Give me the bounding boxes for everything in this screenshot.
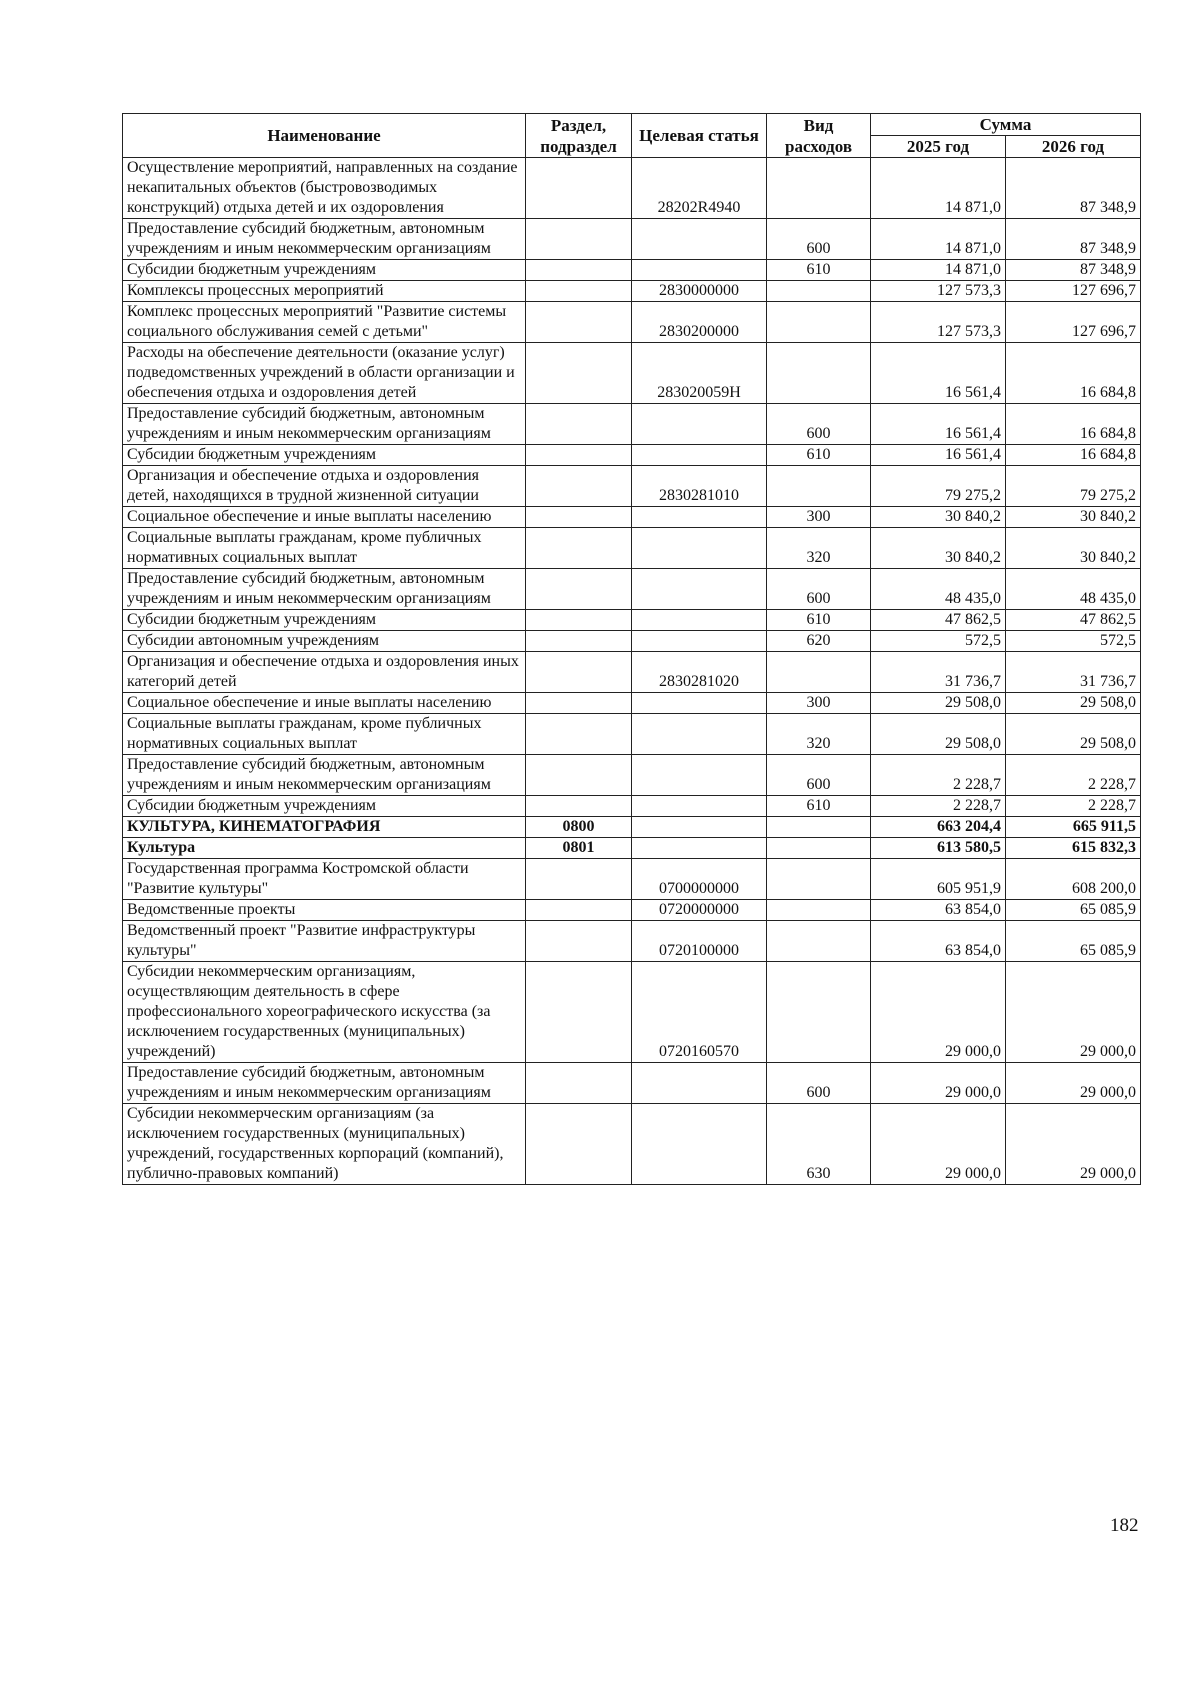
table-row [123,260,1141,281]
cell-sum-2026: 16 684,8 [1006,343,1141,404]
cell-sum-2025: 31 736,7 [871,652,1006,693]
cell-section [526,859,632,900]
cell-expense-type: 300 [767,693,871,714]
cell-sum-2025: 29 508,0 [871,714,1006,755]
table-row [123,631,1141,652]
cell-target: 2830281010 [632,466,767,507]
cell-expense-type: 600 [767,219,871,260]
cell-section [526,343,632,404]
cell-sum-2026: 87 348,9 [1006,158,1141,219]
table-row [123,755,1141,796]
table-row [123,610,1141,631]
header-expense-type: Вид расходов [767,114,871,158]
cell-name: Расходы на обеспечение деятельности (оказание услуг) подведомственных учреждений в области организации и обеспечения отдыха и оздоровления детей [123,343,526,404]
table-row [123,838,1141,859]
cell-name: Предоставление субсидий бюджетным, автономным учреждениям и иным некоммерческим организациям [123,1063,526,1104]
cell-sum-2026: 65 085,9 [1006,921,1141,962]
cell-target: 28202R4940 [632,158,767,219]
cell-name: Ведомственный проект "Развитие инфраструктуры культуры" [123,921,526,962]
cell-sum-2026: 2 228,7 [1006,796,1141,817]
cell-target [632,569,767,610]
cell-sum-2025: 613 580,5 [871,838,1006,859]
cell-section: 0800 [526,817,632,838]
table-row [123,714,1141,755]
header-year-2025: 2025 год [871,136,1006,158]
table-row [123,859,1141,900]
cell-target: 2830281020 [632,652,767,693]
cell-expense-type [767,921,871,962]
cell-target [632,219,767,260]
cell-section [526,466,632,507]
table-row [123,404,1141,445]
cell-name: Социальное обеспечение и иные выплаты населению [123,693,526,714]
cell-expense-type [767,302,871,343]
cell-target [632,796,767,817]
cell-sum-2025: 29 000,0 [871,962,1006,1063]
cell-section [526,714,632,755]
cell-section [526,610,632,631]
table-row [123,900,1141,921]
cell-section [526,404,632,445]
table-row [123,796,1141,817]
cell-sum-2025: 30 840,2 [871,528,1006,569]
page-number: 182 [1110,1515,1139,1536]
cell-sum-2026: 29 508,0 [1006,714,1141,755]
cell-expense-type [767,900,871,921]
cell-name: Предоставление субсидий бюджетным, автономным учреждениям и иным некоммерческим организациям [123,755,526,796]
cell-sum-2026: 30 840,2 [1006,528,1141,569]
cell-sum-2025: 30 840,2 [871,507,1006,528]
cell-name: Культура [123,838,526,859]
cell-section [526,260,632,281]
cell-target [632,260,767,281]
cell-sum-2026: 87 348,9 [1006,219,1141,260]
cell-sum-2025: 63 854,0 [871,900,1006,921]
cell-expense-type [767,466,871,507]
cell-sum-2026: 47 862,5 [1006,610,1141,631]
table-row [123,817,1141,838]
cell-sum-2025: 605 951,9 [871,859,1006,900]
cell-sum-2025: 16 561,4 [871,343,1006,404]
cell-sum-2026: 127 696,7 [1006,302,1141,343]
cell-sum-2026: 65 085,9 [1006,900,1141,921]
cell-name: Организация и обеспечение отдыха и оздоровления иных категорий детей [123,652,526,693]
cell-name: Социальное обеспечение и иные выплаты населению [123,507,526,528]
cell-sum-2026: 608 200,0 [1006,859,1141,900]
cell-section [526,302,632,343]
table-row [123,1063,1141,1104]
cell-section: 0801 [526,838,632,859]
cell-expense-type: 320 [767,714,871,755]
cell-name: Предоставление субсидий бюджетным, автономным учреждениям и иным некоммерческим организациям [123,404,526,445]
table-row [123,693,1141,714]
cell-expense-type [767,859,871,900]
cell-section [526,693,632,714]
table-row [123,921,1141,962]
cell-expense-type [767,838,871,859]
cell-expense-type [767,281,871,302]
cell-target [632,507,767,528]
header-target: Целевая статья [632,114,767,158]
cell-name: Субсидии бюджетным учреждениям [123,796,526,817]
cell-sum-2026: 29 508,0 [1006,693,1141,714]
cell-sum-2025: 127 573,3 [871,281,1006,302]
budget-table [122,113,1141,1185]
table-header [123,114,1141,158]
table-row [123,569,1141,610]
cell-sum-2025: 2 228,7 [871,796,1006,817]
cell-sum-2025: 127 573,3 [871,302,1006,343]
cell-target [632,693,767,714]
cell-sum-2025: 14 871,0 [871,219,1006,260]
cell-name: Социальные выплаты гражданам, кроме публичных нормативных социальных выплат [123,714,526,755]
cell-expense-type [767,962,871,1063]
table-body [123,158,1141,1185]
cell-sum-2025: 29 000,0 [871,1063,1006,1104]
cell-target [632,528,767,569]
cell-expense-type: 320 [767,528,871,569]
cell-section [526,962,632,1063]
cell-sum-2026: 79 275,2 [1006,466,1141,507]
cell-name: Осуществление мероприятий, направленных на создание некапитальных объектов (быстровозводимых конструкций) отдыха детей и их оздоровления [123,158,526,219]
header-sum: Сумма [871,114,1141,136]
cell-expense-type: 620 [767,631,871,652]
cell-target: 283020059Н [632,343,767,404]
table-row [123,528,1141,569]
cell-name: Субсидии некоммерческим организациям (за исключением государственных (муниципальных) учреждений, государственных корпораций (компаний), публично-правовых компаний) [123,1104,526,1185]
cell-sum-2026: 29 000,0 [1006,962,1141,1063]
cell-target: 2830200000 [632,302,767,343]
cell-section [526,1104,632,1185]
cell-target [632,404,767,445]
cell-sum-2026: 29 000,0 [1006,1104,1141,1185]
cell-sum-2025: 663 204,4 [871,817,1006,838]
cell-target: 0720100000 [632,921,767,962]
cell-sum-2025: 79 275,2 [871,466,1006,507]
cell-sum-2026: 572,5 [1006,631,1141,652]
cell-section [526,1063,632,1104]
cell-expense-type [767,817,871,838]
cell-name: Комплексы процессных мероприятий [123,281,526,302]
cell-sum-2026: 127 696,7 [1006,281,1141,302]
cell-target [632,817,767,838]
cell-expense-type: 600 [767,755,871,796]
cell-section [526,796,632,817]
table-row [123,507,1141,528]
cell-target [632,1063,767,1104]
cell-sum-2026: 29 000,0 [1006,1063,1141,1104]
table-row [123,652,1141,693]
cell-name: Комплекс процессных мероприятий "Развитие системы социального обслуживания семей с детьми" [123,302,526,343]
header-name: Наименование [123,114,526,158]
cell-name: Государственная программа Костромской области "Развитие культуры" [123,859,526,900]
cell-section [526,219,632,260]
cell-sum-2026: 665 911,5 [1006,817,1141,838]
cell-name: КУЛЬТУРА, КИНЕМАТОГРАФИЯ [123,817,526,838]
cell-sum-2025: 29 000,0 [871,1104,1006,1185]
cell-target: 2830000000 [632,281,767,302]
table-row [123,466,1141,507]
cell-sum-2025: 48 435,0 [871,569,1006,610]
cell-section [526,755,632,796]
cell-target [632,631,767,652]
cell-sum-2025: 14 871,0 [871,158,1006,219]
table-row [123,158,1141,219]
cell-sum-2025: 16 561,4 [871,404,1006,445]
cell-sum-2026: 2 228,7 [1006,755,1141,796]
cell-sum-2025: 16 561,4 [871,445,1006,466]
table-row [123,219,1141,260]
header-section: Раздел, подраздел [526,114,632,158]
table-row [123,445,1141,466]
cell-section [526,921,632,962]
cell-target [632,445,767,466]
table-row [123,343,1141,404]
cell-expense-type: 630 [767,1104,871,1185]
cell-expense-type: 600 [767,404,871,445]
cell-expense-type: 610 [767,796,871,817]
cell-target: 0720000000 [632,900,767,921]
cell-target [632,610,767,631]
cell-section [526,507,632,528]
cell-sum-2026: 48 435,0 [1006,569,1141,610]
cell-sum-2025: 63 854,0 [871,921,1006,962]
cell-section [526,631,632,652]
cell-name: Субсидии бюджетным учреждениям [123,445,526,466]
cell-sum-2026: 16 684,8 [1006,404,1141,445]
cell-name: Организация и обеспечение отдыха и оздоровления детей, находящихся в трудной жизненной ситуации [123,466,526,507]
cell-section [526,281,632,302]
cell-target: 0700000000 [632,859,767,900]
cell-sum-2025: 47 862,5 [871,610,1006,631]
cell-expense-type [767,652,871,693]
cell-expense-type: 600 [767,1063,871,1104]
cell-expense-type: 610 [767,445,871,466]
cell-section [526,528,632,569]
cell-target [632,1104,767,1185]
table-row [123,962,1141,1063]
cell-sum-2025: 2 228,7 [871,755,1006,796]
cell-expense-type: 600 [767,569,871,610]
cell-section [526,569,632,610]
header-year-2026: 2026 год [1006,136,1141,158]
cell-expense-type: 300 [767,507,871,528]
cell-target [632,838,767,859]
cell-name: Субсидии бюджетным учреждениям [123,260,526,281]
cell-expense-type [767,343,871,404]
cell-name: Предоставление субсидий бюджетным, автономным учреждениям и иным некоммерческим организациям [123,569,526,610]
cell-sum-2026: 31 736,7 [1006,652,1141,693]
cell-sum-2025: 572,5 [871,631,1006,652]
cell-name: Субсидии автономным учреждениям [123,631,526,652]
cell-section [526,900,632,921]
cell-sum-2026: 87 348,9 [1006,260,1141,281]
cell-section [526,445,632,466]
cell-expense-type [767,158,871,219]
cell-section [526,652,632,693]
cell-sum-2025: 14 871,0 [871,260,1006,281]
table-row [123,302,1141,343]
cell-sum-2025: 29 508,0 [871,693,1006,714]
cell-sum-2026: 615 832,3 [1006,838,1141,859]
cell-name: Предоставление субсидий бюджетным, автономным учреждениям и иным некоммерческим организациям [123,219,526,260]
cell-target [632,755,767,796]
table-row [123,281,1141,302]
cell-section [526,158,632,219]
cell-expense-type: 610 [767,260,871,281]
cell-target: 0720160570 [632,962,767,1063]
cell-name: Ведомственные проекты [123,900,526,921]
cell-expense-type: 610 [767,610,871,631]
cell-name: Социальные выплаты гражданам, кроме публичных нормативных социальных выплат [123,528,526,569]
cell-sum-2026: 16 684,8 [1006,445,1141,466]
cell-name: Субсидии бюджетным учреждениям [123,610,526,631]
cell-target [632,714,767,755]
table-row [123,1104,1141,1185]
cell-name: Субсидии некоммерческим организациям, осуществляющим деятельность в сфере профессионального хореографического искусства (за исключением государственных (муниципальных) учреждений) [123,962,526,1063]
cell-sum-2026: 30 840,2 [1006,507,1141,528]
